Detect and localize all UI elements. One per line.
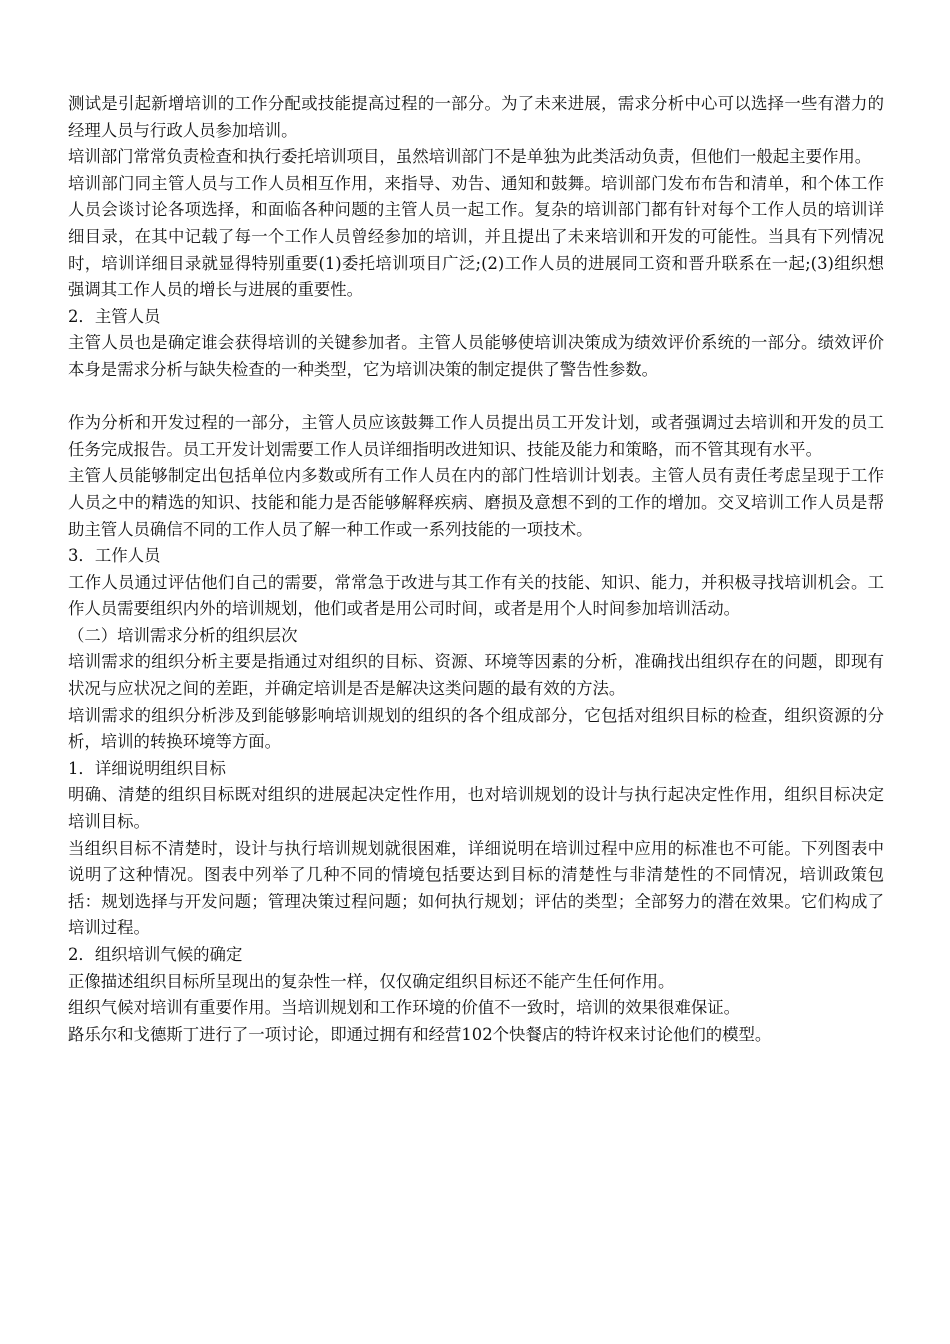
- paragraph-14: 路乐尔和戈德斯丁进行了一项讨论，即通过拥有和经营102个快餐店的特许权来讨论他们的模型。: [68, 1024, 772, 1044]
- section-heading-organization-level: （二）培训需求分析的组织层次: [68, 625, 298, 645]
- section-heading-supervisors: 2．主管人员: [68, 306, 161, 326]
- paragraph-10: 明确、清楚的组织目标既对组织的进展起决定性作用，也对培训规划的设计与执行起决定性作用，组织目标决定培训目标。: [68, 785, 884, 832]
- paragraph-4: 主管人员也是确定谁会获得培训的关键参加者。主管人员能够使培训决策成为绩效评价系统的一部分。绩效评价本身是需求分析与缺失检查的一种类型，它为培训决策的制定提供了警告性参数。: [68, 333, 884, 379]
- paragraph-3: 培训部门同主管人员与工作人员相互作用，来指导、劝告、通知和鼓舞。培训部门发布布告和清单，和个体工作人员会谈讨论各项选择，和面临各种问题的主管人员一起工作。复杂的培训部门都有针对每个工作人员的培训详细目录，在其中记载了每一个工作人员曾经参加的培训，并且提出了未来培训和开发的可能性。当具有下列情况时，培训详细目录就显得特别重要(1)委托培训项目广泛;(2)工作人员的进展同工资和晋升联系在一起;(3)组织想强调其工作人员的增长与进展的重要性。: [68, 173, 884, 300]
- paragraph-5: 作为分析和开发过程的一部分，主管人员应该鼓舞工作人员提出员工开发计划，或者强调过去培训和开发的员工任务完成报告。员工开发计划需要工作人员详细指明改进知识、技能及能力和策略，而不管其现有水平。: [68, 413, 884, 459]
- paragraph-7: 工作人员通过评估他们自己的需要，常常急于改进与其工作有关的技能、知识、能力，并积极寻找培训机会。工作人员需要组织内外的培训规划，他们或者是用公司时间，或者是用个人时间参加培训活动。: [68, 572, 884, 619]
- paragraph-6: 主管人员能够制定出包括单位内多数或所有工作人员在内的部门性培训计划表。主管人员有责任考虑呈现于工作人员之中的精选的知识、技能和能力是否能够解释疾病、磨损及意想不到的工作的增加。交叉培训工作人员是帮助主管人员确信不同的工作人员了解一种工作或一系列技能的一项技术。: [68, 466, 884, 539]
- paragraph-9: 培训需求的组织分析涉及到能够影响培训规划的组织的各个组成部分，它包括对组织目标的检查，组织资源的分析，培训的转换环境等方面。: [68, 705, 884, 752]
- section-heading-training-climate: 2．组织培训气候的确定: [68, 945, 243, 964]
- section-heading-staff: 3．工作人员: [68, 546, 161, 566]
- section-heading-org-goals: 1．详细说明组织目标: [68, 758, 226, 778]
- document-page: [68, 91, 884, 1048]
- paragraph-11: 当组织目标不清楚时，设计与执行培训规划就很困难，详细说明在培训过程中应用的标准也不可能。下列图表中说明了这种情况。图表中列举了几种不同的情境包括要达到目标的清楚性与非清楚性的不同情况，培训政策包括：规划选择与开发问题；管理决策过程问题；如何执行规划；评估的类型；全部努力的潜在效果。它们构成了培训过程。: [68, 838, 884, 938]
- paragraph-8: 培训需求的组织分析主要是指通过对组织的目标、资源、环境等因素的分析，准确找出组织存在的问题，即现有状况与应状况之间的差距，并确定培训是否是解决这类问题的最有效的方法。: [68, 652, 884, 699]
- paragraph-13: 组织气候对培训有重要作用。当培训规划和工作环境的价值不一致时，培训的效果很难保证。: [68, 998, 741, 1018]
- paragraph-12: 正像描述组织目标所呈现出的复杂性一样，仅仅确定组织目标还不能产生任何作用。: [68, 971, 675, 991]
- paragraph-2: 培训部门常常负责检查和执行委托培训项目，虽然培训部门不是单独为此类活动负责，但他们一般起主要作用。: [68, 147, 872, 167]
- paragraph-1: 测试是引起新增培训的工作分配或技能提高过程的一部分。为了未来进展，需求分析中心可以选择一些有潜力的经理人员与行政人员参加培训。: [68, 94, 884, 140]
